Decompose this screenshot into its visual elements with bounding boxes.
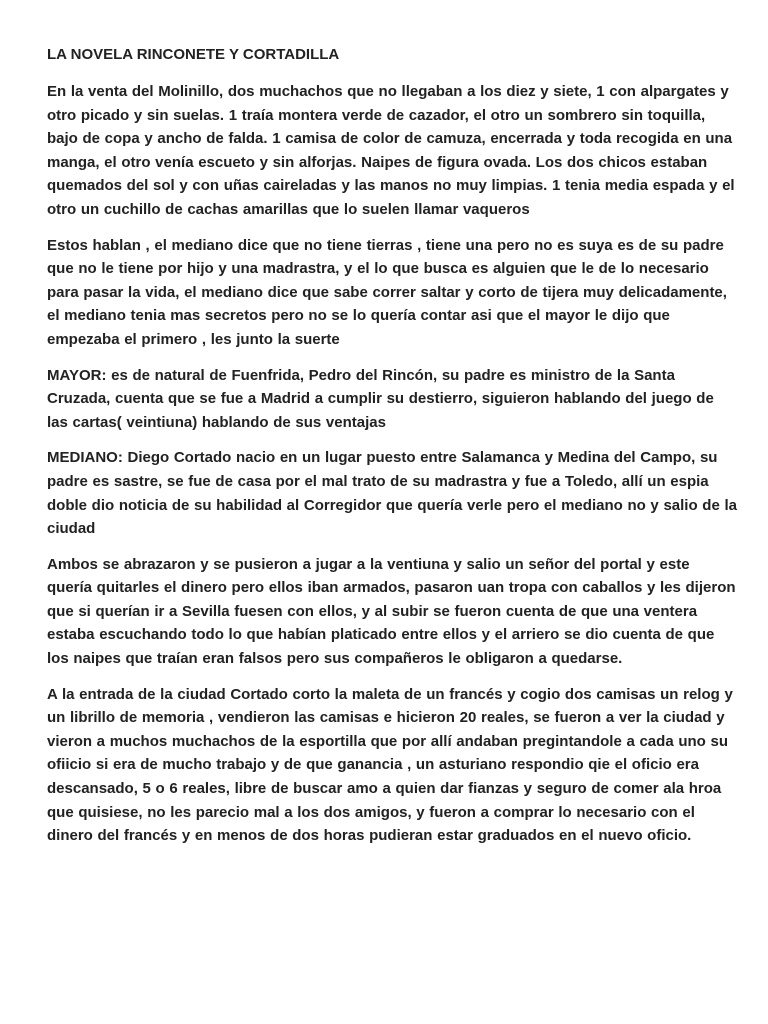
document-page xyxy=(47,44,737,860)
document-title: LA NOVELA RINCONETE Y CORTADILLA xyxy=(47,46,340,63)
paragraph-mediano: MEDIANO: Diego Cortado nacio en un lugar puesto entre Salamanca y Medina del Campo, su padre es sastre, se fue de casa por el mal trato de su madrastra y fue a Toledo, allí un espia doble dio noticia de su habilidad al Corregidor que quería verle pero el mediano no y salio de la ciudad xyxy=(47,449,737,538)
paragraph-mayor: MAYOR: es de natural de Fuenfrida, Pedro del Rincón, su padre es ministro de la Santa Cruzada, cuenta que se fue a Madrid a cumplir su destierro, siguieron hablando del juego de las cartas( veintiuna) hablando de sus ventajas xyxy=(47,366,714,431)
paragraph-journey: Ambos se abrazaron y se pusieron a jugar a la ventiuna y salio un señor del portal y este quería quitarles el dinero pero ellos iban armados, pasaron uan tropa con caballos y les dijeron que si querían ir a Sevilla fuesen con ellos, y al subir se fueron cuenta de que una ventera estaba escuchando todo lo que habían platicado entre ellos y el arriero se dio cuenta de que los naipes que traían eran falsos pero sus compañeros le obligaron a quedarse. xyxy=(47,555,736,668)
paragraph-dialogue: Estos hablan , el mediano dice que no tiene tierras , tiene una pero no es suya es de su padre que no le tiene por hijo y una madrastra, y el lo que busca es alguien que le de lo necesario para pasar la vida, el mediano dice que sabe correr saltar y corto de tijera muy delicadamente, el mediano tenia mas secretos pero no se lo quería contar asi que el mayor le dijo que empezaba el primero , les junto la suerte xyxy=(47,236,727,348)
paragraph-intro: En la venta del Molinillo, dos muchachos que no llegaban a los diez y siete, 1 con alpargates y otro picado y sin suelas. 1 traía montera verde de cazador, el otro un sombrero sin toquilla, bajo de copa y ancho de falda. 1 camisa de color de camuza, encerrada y toda recogida en una manga, el otro venía escueto y sin alforjas. Naipes de figura ovada. Los dos chicos estaban quemados del sol y con uñas caireladas y las manos no muy limpias. 1 tenia media espada y el otro un cuchillo de cachas amarillas que lo suelen llamar vaqueros xyxy=(47,83,735,218)
paragraph-city: A la entrada de la ciudad Cortado corto la maleta de un francés y cogio dos camisas un relog y un librillo de memoria , vendieron las camisas e hicieron 20 reales, se fueron a ver la ciudad y vieron a muchos muchachos de la esportilla que por allí andaban pregintandole a cada uno su ofiicio si era de mucho trabajo y de que ganancia , un asturiano respondio qie el oficio era descansado, 5 o 6 reales, libre de buscar amo a quien dar fianzas y seguro de comer ala hroa que quisiese, no les parecio mal a los dos amigos, y fueron a comprar lo necesario con el dinero del francés y en menos de dos horas pudieran estar graduados en el nuevo oficio. xyxy=(47,685,733,845)
